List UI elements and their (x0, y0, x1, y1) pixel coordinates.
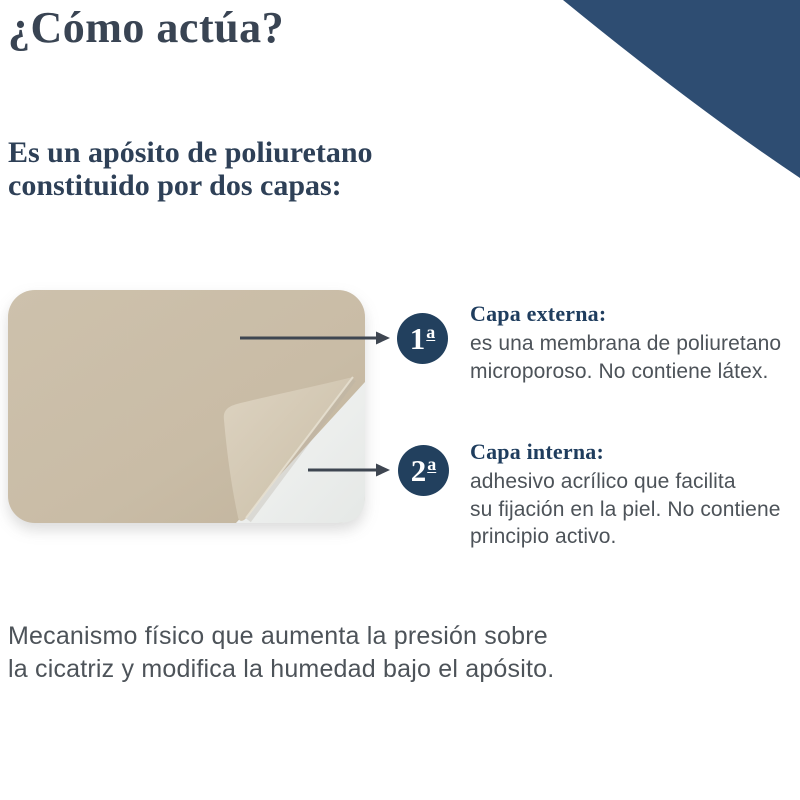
capa-interna-line1: adhesivo acrílico que facilita (470, 470, 736, 493)
pointer-arrows (230, 320, 400, 485)
capa-externa-heading: Capa externa: (470, 301, 607, 326)
intro-text-line2: constituido por dos capas: (8, 169, 342, 202)
intro-text (8, 136, 373, 202)
badge-2-ordinal: a (427, 453, 437, 474)
mechanism-text-line2: la cicatriz y modifica la humedad bajo el apósito. (8, 655, 555, 683)
mechanism-text-line1: Mecanismo físico que aumenta la presión sobre (8, 622, 548, 650)
capa-interna-line2: su fijación en la piel. No contiene (470, 497, 781, 521)
capa-externa-line1: es una membrana de poliuretano (470, 332, 782, 355)
mechanism-text (8, 620, 554, 686)
page-title: ¿Cómo actúa? (8, 3, 285, 52)
capa-interna-description (470, 468, 781, 551)
arrow-to-capa-externa (240, 332, 390, 345)
badge-2-number: 2 (410, 453, 427, 488)
capa-externa-description (470, 330, 781, 385)
intro-text-line1: Es un apósito de poliuretano (8, 136, 373, 169)
capa-externa-line2: microporoso. No contiene látex. (470, 359, 769, 383)
capa-interna-heading: Capa interna: (470, 439, 604, 464)
badge-1-ordinal: a (426, 321, 436, 342)
badge-1-number: 1 (409, 321, 426, 356)
arrow-to-capa-interna (308, 464, 390, 477)
capa-interna-line3: principio activo. (470, 525, 617, 548)
badge-capa-1 (397, 313, 448, 364)
badge-capa-2 (398, 445, 449, 496)
